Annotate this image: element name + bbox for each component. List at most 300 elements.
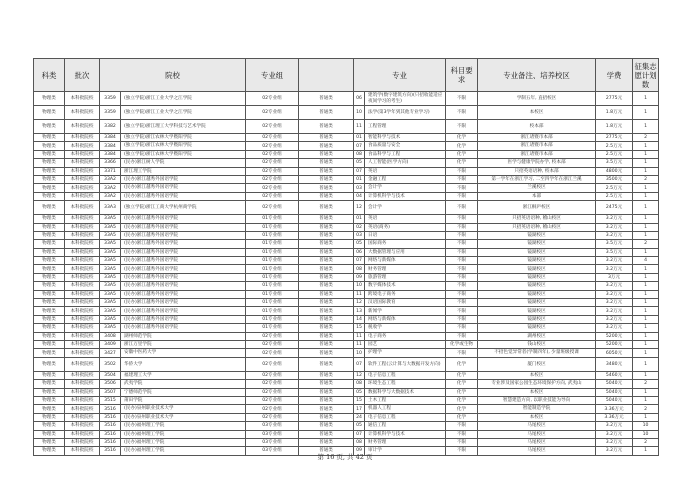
- cell-remark: 本校区: [478, 413, 596, 421]
- cell-major-name: 税收学: [365, 324, 446, 332]
- admission-plan-table: [33, 58, 659, 456]
- cell-major-name: 环境生态工程: [365, 380, 446, 388]
- cell-school-code: 33A5: [100, 315, 121, 323]
- cell-plan-count: 1: [633, 332, 659, 340]
- cell-category: 物理类: [34, 120, 65, 134]
- cell-batch: 本科批院校: [65, 332, 100, 340]
- cell-subject-req: 不限: [446, 120, 478, 134]
- cell-major-code: 08: [354, 265, 365, 273]
- cell-subject-req: 不限: [446, 447, 478, 455]
- cell-subject-req: 不限: [446, 349, 478, 357]
- cell-remark: 马尾校区: [478, 422, 596, 430]
- cell-major-group: 01专业组: [246, 315, 299, 323]
- cell-plan-count: 1: [633, 315, 659, 323]
- cell-category: 物理类: [34, 282, 65, 290]
- table-row: [34, 290, 659, 298]
- cell-major-name: 英语: [365, 215, 446, 223]
- cell-type: 普通类: [299, 324, 354, 332]
- cell-major-code: 11: [354, 332, 365, 340]
- cell-subject-req: 不限: [446, 215, 478, 223]
- table-row: [34, 357, 659, 371]
- cell-subject-req: 不限: [446, 167, 478, 175]
- table-row: [34, 92, 659, 106]
- cell-major-code: 08: [354, 380, 365, 388]
- cell-plan-count: 1: [633, 184, 659, 192]
- cell-remark: 镜湖校区: [478, 231, 596, 239]
- cell-type: 普通类: [299, 422, 354, 430]
- cell-plan-count: 1: [633, 223, 659, 231]
- cell-batch: 本科批院校: [65, 231, 100, 239]
- cell-batch: 本科批院校: [65, 422, 100, 430]
- cell-major-code: 07: [354, 167, 365, 175]
- cell-major-group: 02专业组: [246, 340, 299, 348]
- cell-tuition: 3.2万元: [596, 324, 633, 332]
- cell-school-name: (民办)浙江越秀外国语学院: [121, 257, 246, 265]
- cell-school-name: (民办)浙江越秀外国语学院: [121, 273, 246, 281]
- cell-subject-req: 不限: [446, 422, 478, 430]
- cell-category: 物理类: [34, 167, 65, 175]
- cell-remark: 镜湖校区: [478, 282, 596, 290]
- cell-major-group: 01专业组: [246, 324, 299, 332]
- cell-school-name: (独立学院)浙江农林大学暨阳学院: [121, 134, 246, 142]
- table-row: [34, 324, 659, 332]
- cell-major-group: 02专业组: [246, 405, 299, 413]
- table-row: [34, 273, 659, 281]
- cell-major-code: 04: [354, 192, 365, 200]
- cell-major-group: 02专业组: [246, 349, 299, 357]
- cell-plan-count: 1: [633, 371, 659, 379]
- table-row: [34, 134, 659, 142]
- cell-category: 物理类: [34, 422, 65, 430]
- cell-subject-req: 化学: [446, 396, 478, 404]
- cell-school-code: 3359: [100, 106, 121, 120]
- cell-school-name: 浙江万里学院: [121, 340, 246, 348]
- cell-major-group: 03专业组: [246, 422, 299, 430]
- cell-batch: 本科批院校: [65, 223, 100, 231]
- cell-batch: 本科批院校: [65, 357, 100, 371]
- cell-school-code: 33A5: [100, 273, 121, 281]
- table-row: [34, 223, 659, 231]
- cell-major-code: 01: [354, 215, 365, 223]
- cell-remark: 校本部: [478, 120, 596, 134]
- cell-school-name: (独立学院)浙江工业大学之江学院: [121, 92, 246, 106]
- table-row: [34, 388, 659, 396]
- cell-subject-req: 化学: [446, 357, 478, 371]
- table-row: [34, 142, 659, 150]
- cell-major-code: 11: [354, 120, 365, 134]
- cell-school-name: 武夷学院: [121, 380, 246, 388]
- cell-type: 普通类: [299, 120, 354, 134]
- cell-subject-req: 不限: [446, 231, 478, 239]
- table-body: [34, 92, 659, 456]
- cell-tuition: 2.5万元: [596, 142, 633, 150]
- cell-subject-req: 不限: [446, 324, 478, 332]
- cell-major-code: 10: [354, 349, 365, 357]
- cell-remark: 马尾校区: [478, 430, 596, 438]
- cell-batch: 本科批院校: [65, 248, 100, 256]
- table-row: [34, 430, 659, 438]
- table-row: [34, 257, 659, 265]
- cell-major-code: 14: [354, 315, 365, 323]
- cell-type: 普通类: [299, 332, 354, 340]
- cell-school-name: (民办)浙江越秀外国语学院: [121, 223, 246, 231]
- cell-type: 普通类: [299, 396, 354, 404]
- cell-school-name: (民办)浙江越秀外国语学院: [121, 315, 246, 323]
- cell-major-name: 网络与新媒体: [365, 257, 446, 265]
- cell-school-name: (民办)浙江越秀外国语学院: [121, 215, 246, 223]
- cell-tuition: 5040元: [596, 380, 633, 388]
- cell-category: 物理类: [34, 240, 65, 248]
- cell-type: 普通类: [299, 106, 354, 120]
- cell-major-group: 02专业组: [246, 92, 299, 106]
- cell-major-code: 12: [354, 299, 365, 307]
- table-row: [34, 240, 659, 248]
- cell-remark: 湖州校区: [478, 332, 596, 340]
- table-row: [34, 332, 659, 340]
- cell-batch: 本科批院校: [65, 184, 100, 192]
- cell-type: 普通类: [299, 273, 354, 281]
- cell-major-code: 09: [354, 273, 365, 281]
- cell-category: 物理类: [34, 340, 65, 348]
- cell-type: 普通类: [299, 413, 354, 421]
- cell-tuition: 1.8万元: [596, 106, 633, 120]
- cell-school-code: 3502: [100, 357, 121, 371]
- cell-batch: 本科批院校: [65, 396, 100, 404]
- cell-batch: 本科批院校: [65, 438, 100, 446]
- cell-batch: 本科批院校: [65, 299, 100, 307]
- cell-school-code: 3516: [100, 422, 121, 430]
- cell-major-code: 07: [354, 357, 365, 371]
- cell-subject-req: 化学: [446, 380, 478, 388]
- cell-tuition: 3.2万元: [596, 223, 633, 231]
- table-row: [34, 405, 659, 413]
- cell-major-group: 01专业组: [246, 215, 299, 223]
- cell-plan-count: 1: [633, 231, 659, 239]
- cell-batch: 本科批院校: [65, 142, 100, 150]
- cell-major-name: 建筑学(数字建筑方向)(只招收能适应夜间学习的考生): [365, 92, 446, 106]
- cell-category: 物理类: [34, 299, 65, 307]
- cell-remark: 镜湖校区: [478, 290, 596, 298]
- cell-school-name: (民办)浙江越秀外国语学院: [121, 290, 246, 298]
- cell-plan-count: 1: [633, 215, 659, 223]
- cell-category: 物理类: [34, 248, 65, 256]
- cell-category: 物理类: [34, 265, 65, 273]
- cell-school-name: (独立学院)浙江农林大学暨阳学院: [121, 150, 246, 158]
- cell-subject-req: 不限: [446, 248, 478, 256]
- cell-subject-req: 不限: [446, 257, 478, 265]
- cell-subject-req: 不限: [446, 240, 478, 248]
- cell-remark: 学制五年, 直招校区: [478, 92, 596, 106]
- cell-batch: 本科批院校: [65, 413, 100, 421]
- cell-category: 物理类: [34, 315, 65, 323]
- cell-remark: 只招英语语种, 校本部: [478, 167, 596, 175]
- cell-plan-count: 1: [633, 92, 659, 106]
- cell-plan-count: 2: [633, 438, 659, 446]
- cell-plan-count: 1: [633, 159, 659, 167]
- table-header-row: [34, 59, 659, 92]
- cell-major-group: 01专业组: [246, 290, 299, 298]
- cell-tuition: 3.2万元: [596, 422, 633, 430]
- table-row: [34, 167, 659, 175]
- cell-plan-count: 1: [633, 290, 659, 298]
- table-row: [34, 192, 659, 200]
- cell-school-code: 3371: [100, 167, 121, 175]
- cell-school-code: 33A3: [100, 201, 121, 215]
- cell-plan-count: 1: [633, 265, 659, 273]
- cell-subject-req: 不限: [446, 265, 478, 273]
- cell-school-code: 3384: [100, 142, 121, 150]
- cell-type: 普通类: [299, 142, 354, 150]
- cell-major-name: 护理学: [365, 349, 446, 357]
- cell-subject-req: 不限: [446, 299, 478, 307]
- table-row: [34, 231, 659, 239]
- cell-type: 普通类: [299, 447, 354, 455]
- cell-category: 物理类: [34, 257, 65, 265]
- cell-school-name: 华侨大学: [121, 357, 246, 371]
- cell-major-code: 15: [354, 324, 365, 332]
- cell-major-name: 软件工程(云计算与大数据开发方向): [365, 357, 446, 371]
- cell-batch: 本科批院校: [65, 257, 100, 265]
- cell-school-name: 湖州师范学院: [121, 332, 246, 340]
- cell-school-code: 33A5: [100, 307, 121, 315]
- cell-major-group: 01专业组: [246, 299, 299, 307]
- cell-school-name: (民办)浙江越秀外国语学院: [121, 282, 246, 290]
- cell-subject-req: 不限: [446, 92, 478, 106]
- cell-type: 普通类: [299, 223, 354, 231]
- table-row: [34, 120, 659, 134]
- cell-major-name: 电子商务: [365, 332, 446, 340]
- cell-batch: 本科批院校: [65, 340, 100, 348]
- cell-tuition: 5460元: [596, 371, 633, 379]
- cell-school-code: 33A5: [100, 248, 121, 256]
- cell-school-name: (民办)浙江越秀外国语学院: [121, 324, 246, 332]
- cell-tuition: 3.2万元: [596, 315, 633, 323]
- cell-school-code: 3516: [100, 405, 121, 413]
- cell-major-code: 17: [354, 405, 365, 413]
- cell-major-group: 01专业组: [246, 307, 299, 315]
- cell-type: 普通类: [299, 371, 354, 379]
- cell-major-name: 汉语国际教育: [365, 299, 446, 307]
- cell-major-name: 英语: [365, 167, 446, 175]
- cell-school-name: 浙江理工学院: [121, 167, 246, 175]
- cell-remark: 浙江诸暨市本部: [478, 150, 596, 158]
- cell-type: 普通类: [299, 388, 354, 396]
- cell-school-name: 安徽中医药大学: [121, 349, 246, 357]
- cell-school-code: 33A2: [100, 175, 121, 183]
- cell-tuition: 3.2万元: [596, 430, 633, 438]
- cell-batch: 本科批院校: [65, 324, 100, 332]
- cell-tuition: 3.2万元: [596, 231, 633, 239]
- cell-major-name: 食品科学与工程: [365, 150, 446, 158]
- cell-plan-count: 1: [633, 388, 659, 396]
- cell-school-name: (民办)浙江越秀外国语学院: [121, 184, 246, 192]
- cell-remark: 智慧建造方向, 以职业技能为导向: [478, 396, 596, 404]
- cell-school-name: (民办)浙江越秀外国语学院: [121, 248, 246, 256]
- cell-batch: 本科批院校: [65, 201, 100, 215]
- cell-major-name: 会计学: [365, 184, 446, 192]
- cell-subject-req: 不限: [446, 282, 478, 290]
- cell-major-name: 法学(第3学年到其他专业学习): [365, 106, 446, 120]
- cell-major-group: 02专业组: [246, 150, 299, 158]
- cell-type: 普通类: [299, 299, 354, 307]
- cell-school-code: 3516: [100, 430, 121, 438]
- cell-type: 普通类: [299, 430, 354, 438]
- header-blank: [299, 59, 354, 92]
- cell-subject-req: 化学: [446, 388, 478, 396]
- cell-major-code: 07: [354, 430, 365, 438]
- cell-category: 物理类: [34, 349, 65, 357]
- cell-major-group: 02专业组: [246, 357, 299, 371]
- cell-batch: 本科批院校: [65, 150, 100, 158]
- cell-school-code: 33A5: [100, 231, 121, 239]
- cell-major-name: 园艺: [365, 340, 446, 348]
- cell-major-code: 07: [354, 257, 365, 265]
- cell-major-group: 01专业组: [246, 265, 299, 273]
- cell-major-code: 05: [354, 240, 365, 248]
- cell-subject-req: 不限: [446, 430, 478, 438]
- admission-table-sheet: [33, 58, 658, 456]
- cell-remark: 不招色觉异常者(学制四年), 少量班级授课: [478, 349, 596, 357]
- cell-subject-req: 化学: [446, 405, 478, 413]
- cell-school-code: 33A2: [100, 184, 121, 192]
- cell-plan-count: 1: [633, 447, 659, 455]
- cell-major-group: 01专业组: [246, 223, 299, 231]
- cell-major-code: 24: [354, 413, 365, 421]
- cell-batch: 本科批院校: [65, 430, 100, 438]
- cell-school-name: 莆田学院: [121, 396, 246, 404]
- header-category: 科类: [34, 59, 65, 92]
- cell-major-name: 工程管理: [365, 120, 446, 134]
- cell-remark: 镜湖校区: [478, 307, 596, 315]
- cell-subject-req: 不限: [446, 307, 478, 315]
- cell-plan-count: 1: [633, 150, 659, 158]
- cell-category: 物理类: [34, 307, 65, 315]
- cell-major-name: 计算机科学与技术: [365, 430, 446, 438]
- table-row: [34, 184, 659, 192]
- cell-category: 物理类: [34, 184, 65, 192]
- cell-major-group: 02专业组: [246, 396, 299, 404]
- cell-plan-count: 1: [633, 396, 659, 404]
- cell-remark: 镜湖校区: [478, 315, 596, 323]
- cell-major-code: 05: [354, 159, 365, 167]
- cell-tuition: 3.2万元: [596, 307, 633, 315]
- cell-school-name: (民办)浙江越秀外国语学院: [121, 240, 246, 248]
- cell-remark: 马尾校区: [478, 447, 596, 455]
- cell-remark: 镜湖校区: [478, 273, 596, 281]
- cell-category: 物理类: [34, 357, 65, 371]
- cell-batch: 本科批院校: [65, 447, 100, 455]
- cell-tuition: 3.36万元: [596, 413, 633, 421]
- cell-batch: 本科批院校: [65, 92, 100, 106]
- cell-major-code: 03: [354, 184, 365, 192]
- cell-type: 普通类: [299, 349, 354, 357]
- cell-plan-count: 2: [633, 405, 659, 413]
- cell-school-name: (民办)浙江越秀外国语学院: [121, 231, 246, 239]
- cell-type: 普通类: [299, 167, 354, 175]
- cell-major-name: 计算机科学与技术: [365, 192, 446, 200]
- cell-category: 物理类: [34, 159, 65, 167]
- cell-plan-count: 10: [633, 430, 659, 438]
- cell-batch: 本科批院校: [65, 273, 100, 281]
- cell-tuition: 2.5万元: [596, 192, 633, 200]
- cell-tuition: 3.5万元: [596, 240, 633, 248]
- cell-tuition: 2775元: [596, 134, 633, 142]
- cell-major-group: 01专业组: [246, 282, 299, 290]
- cell-school-code: 3516: [100, 413, 121, 421]
- cell-subject-req: 不限: [446, 315, 478, 323]
- cell-category: 物理类: [34, 396, 65, 404]
- cell-plan-count: 1: [633, 273, 659, 281]
- cell-tuition: 3.36万元: [596, 405, 633, 413]
- cell-subject-req: 不限: [446, 438, 478, 446]
- cell-school-name: (民办)浙江树人学院: [121, 159, 246, 167]
- cell-remark: 浙江诸暨市本部: [478, 142, 596, 150]
- cell-tuition: 3.2万元: [596, 282, 633, 290]
- table-row: [34, 413, 659, 421]
- cell-major-group: 02专业组: [246, 120, 299, 134]
- cell-school-name: (民办)浙江越秀外国语学院: [121, 265, 246, 273]
- cell-subject-req: 化学: [446, 159, 478, 167]
- cell-school-name: (民办)浙江越秀外国语学院: [121, 299, 246, 307]
- table-row: [34, 299, 659, 307]
- cell-school-code: 3384: [100, 134, 121, 142]
- table-row: [34, 438, 659, 446]
- cell-tuition: 3万元: [596, 273, 633, 281]
- cell-school-code: 33A5: [100, 324, 121, 332]
- cell-remark: 镜湖校区: [478, 257, 596, 265]
- cell-batch: 本科批院校: [65, 405, 100, 413]
- table-row: [34, 380, 659, 388]
- cell-batch: 本科批院校: [65, 175, 100, 183]
- cell-major-code: 03: [354, 231, 365, 239]
- cell-major-name: 日语: [365, 231, 446, 239]
- cell-major-code: 12: [354, 371, 365, 379]
- cell-category: 物理类: [34, 192, 65, 200]
- cell-subject-req: 化学: [446, 134, 478, 142]
- cell-type: 普通类: [299, 175, 354, 183]
- cell-tuition: 3.2万元: [596, 447, 633, 455]
- cell-type: 普通类: [299, 231, 354, 239]
- cell-school-name: (民办)福州理工学院: [121, 430, 246, 438]
- cell-type: 普通类: [299, 201, 354, 215]
- cell-type: 普通类: [299, 357, 354, 371]
- table-row: [34, 307, 659, 315]
- cell-remark: 马尾校区: [478, 438, 596, 446]
- cell-batch: 本科批院校: [65, 265, 100, 273]
- header-major: 专业: [354, 59, 446, 92]
- cell-plan-count: 1: [633, 248, 659, 256]
- cell-type: 普通类: [299, 184, 354, 192]
- cell-batch: 本科批院校: [65, 290, 100, 298]
- cell-type: 普通类: [299, 307, 354, 315]
- cell-major-code: 02: [354, 223, 365, 231]
- cell-major-code: 11: [354, 290, 365, 298]
- cell-type: 普通类: [299, 257, 354, 265]
- cell-remark: 只招英语语种, 稽山校区: [478, 215, 596, 223]
- header-major-group: 专业组: [246, 59, 299, 92]
- cell-major-name: 金融工程: [365, 175, 446, 183]
- cell-plan-count: 1: [633, 120, 659, 134]
- cell-school-code: 3507: [100, 388, 121, 396]
- cell-major-group: 02专业组: [246, 106, 299, 120]
- cell-remark: 本校区: [478, 106, 596, 120]
- cell-tuition: 3.5万元: [596, 159, 633, 167]
- cell-tuition: 5040元: [596, 396, 633, 404]
- cell-remark: 本校区: [478, 371, 596, 379]
- cell-remark: 专业涉及国家公园生态环境保护方向, 武夷山: [478, 380, 596, 388]
- table-row: [34, 106, 659, 120]
- header-plan-count: 征集志愿计划数: [633, 59, 659, 92]
